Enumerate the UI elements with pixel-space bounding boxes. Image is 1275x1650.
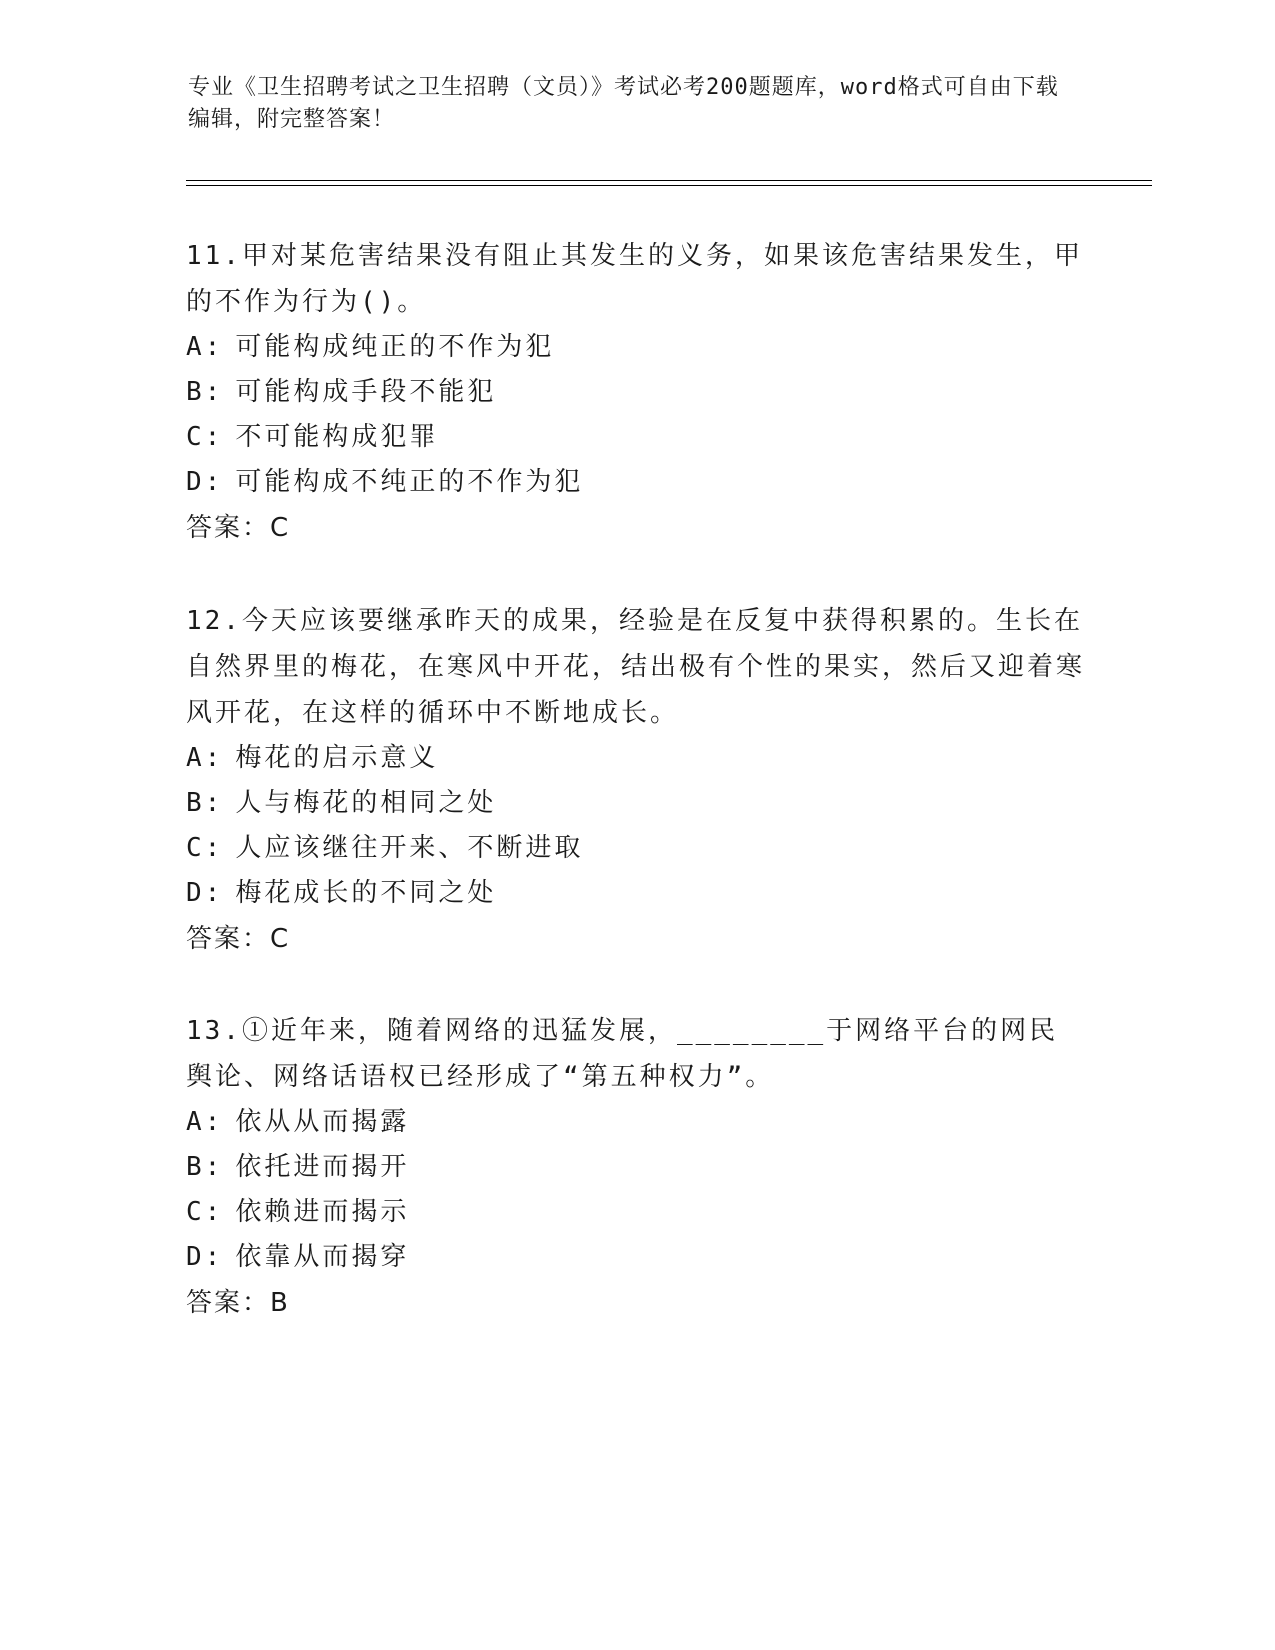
question-13	[186, 1008, 1086, 1326]
option-key: C:	[186, 833, 224, 863]
option-a	[186, 736, 1086, 781]
option-key: B:	[186, 788, 224, 818]
question-12	[186, 598, 1086, 962]
option-b	[186, 1145, 1086, 1190]
option-d	[186, 871, 1086, 916]
option-key: D:	[186, 1242, 224, 1272]
option-b	[186, 370, 1086, 415]
option-key: D:	[186, 467, 224, 497]
option-text: 可能构成纯正的不作为犯	[235, 332, 555, 362]
option-key: B:	[186, 377, 224, 407]
option-key: A:	[186, 743, 224, 773]
option-c	[186, 1190, 1086, 1235]
question-stem: 13.①近年来，随着网络的迅猛发展，________于网络平台的网民舆论、网络话语权已经形成了“第五种权力”。	[186, 1016, 1059, 1092]
header-divider-top	[186, 180, 1152, 181]
option-key: A:	[186, 1107, 224, 1137]
option-a	[186, 1100, 1086, 1145]
option-c	[186, 415, 1086, 460]
option-c	[186, 826, 1086, 871]
question-stem: 11.甲对某危害结果没有阻止其发生的义务，如果该危害结果发生，甲的不作为行为()。	[186, 241, 1083, 317]
option-d	[186, 1235, 1086, 1280]
answer: 答案：C	[186, 513, 291, 543]
option-key: A:	[186, 332, 224, 362]
document-header: 专业《卫生招聘考试之卫生招聘（文员）》考试必考200题题库，word格式可自由下载编辑，附完整答案！	[188, 75, 1059, 132]
option-text: 梅花的启示意义	[235, 743, 439, 773]
option-text: 人与梅花的相同之处	[235, 788, 497, 818]
option-text: 依托进而揭开	[235, 1152, 410, 1182]
option-text: 梅花成长的不同之处	[235, 878, 497, 908]
option-text: 依从从而揭露	[235, 1107, 410, 1137]
option-text: 可能构成手段不能犯	[235, 377, 497, 407]
option-text: 可能构成不纯正的不作为犯	[235, 467, 584, 497]
question-stem: 12.今天应该要继承昨天的成果，经验是在反复中获得积累的。生长在自然界里的梅花，在寒风中开花，结出极有个性的果实，然后又迎着寒风开花，在这样的循环中不断地成长。	[186, 606, 1086, 728]
option-key: C:	[186, 1197, 224, 1227]
option-key: D:	[186, 878, 224, 908]
option-d	[186, 460, 1086, 505]
option-text: 依靠从而揭穿	[235, 1242, 410, 1272]
option-key: B:	[186, 1152, 224, 1182]
option-text: 不可能构成犯罪	[235, 422, 439, 452]
option-text: 人应该继往开来、不断进取	[235, 833, 584, 863]
option-a	[186, 325, 1086, 370]
option-b	[186, 781, 1086, 826]
header-divider-bottom	[186, 185, 1152, 186]
option-text: 依赖进而揭示	[235, 1197, 410, 1227]
question-11	[186, 233, 1086, 551]
option-key: C:	[186, 422, 224, 452]
answer: 答案：B	[186, 1288, 290, 1318]
answer: 答案：C	[186, 924, 291, 954]
